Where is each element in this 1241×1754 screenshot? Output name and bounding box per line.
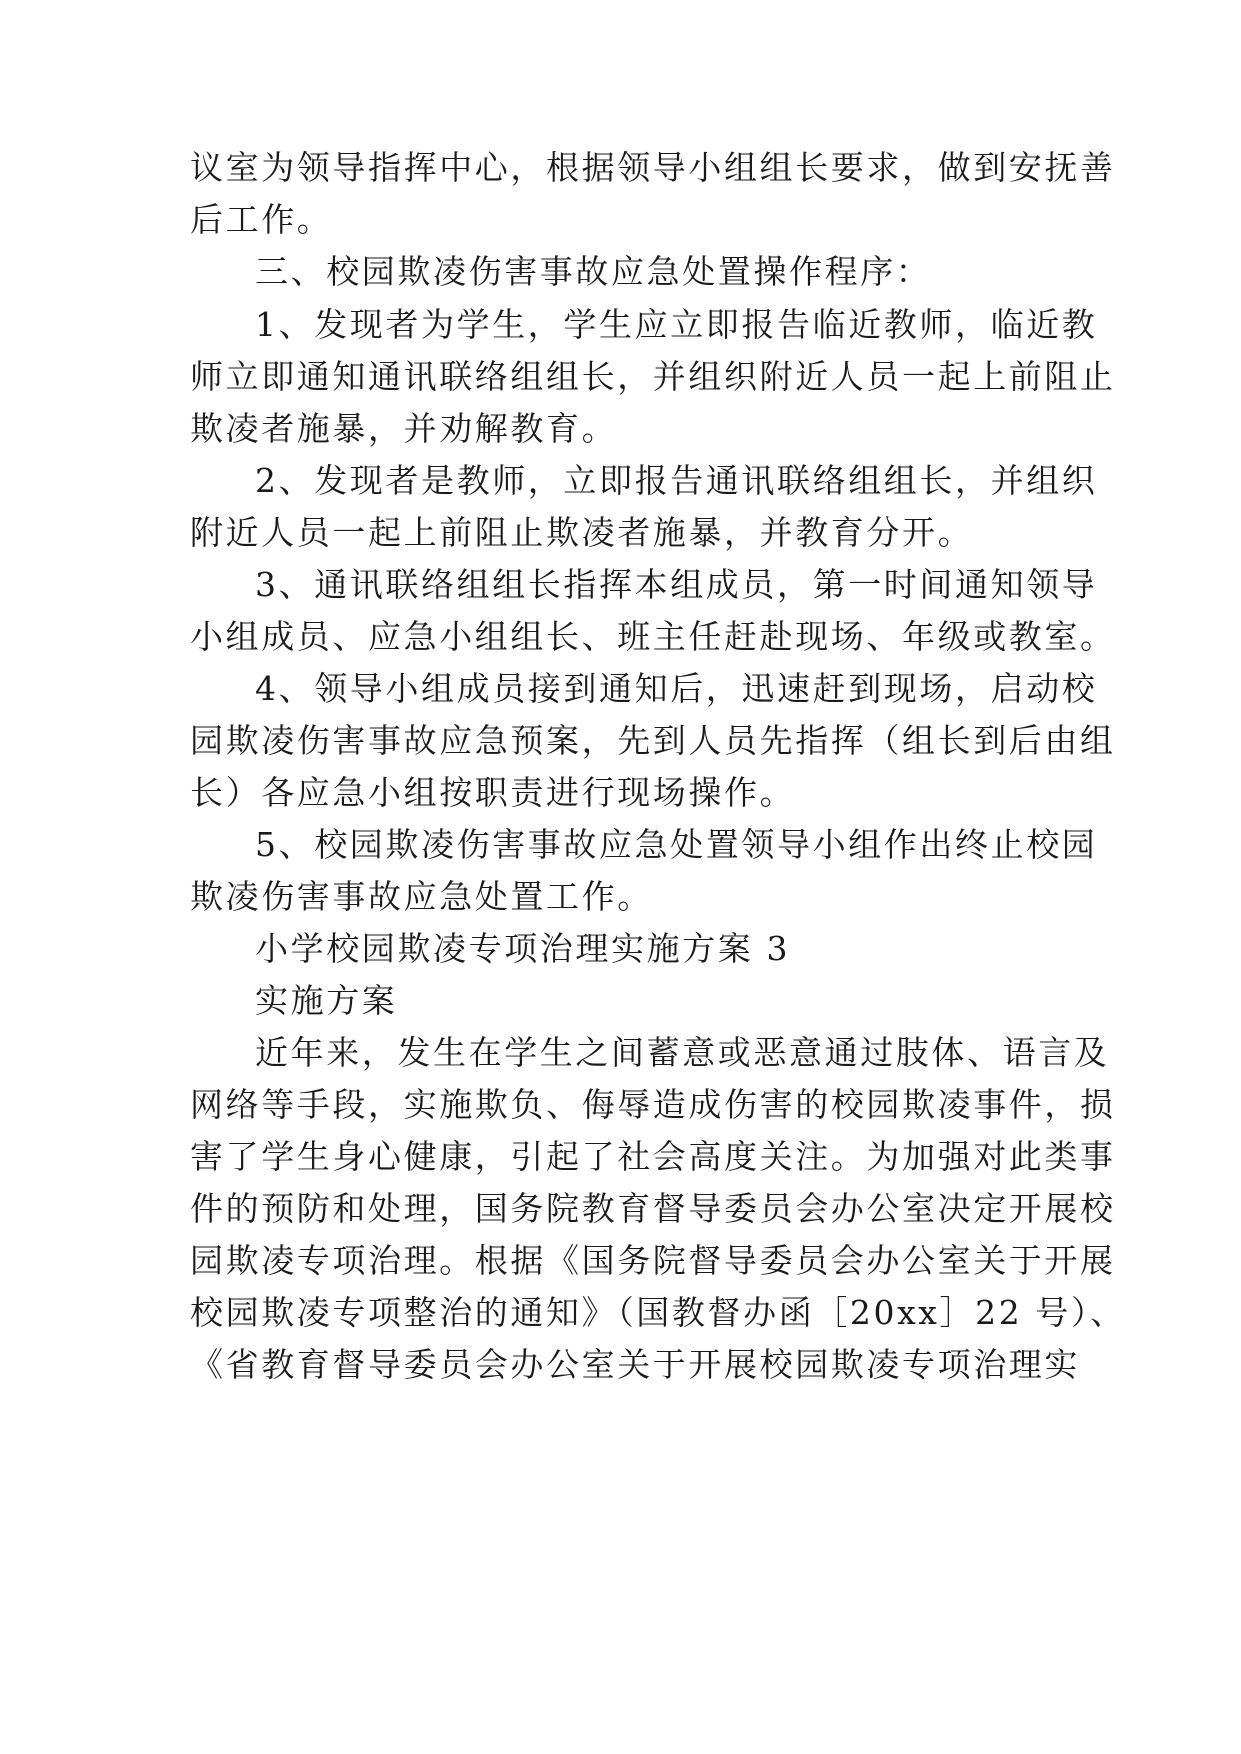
text-line: 害了学生身心健康，引起了社会高度关注。为加强对此类事 <box>190 1137 1116 1176</box>
text-line: 近年来，发生在学生之间蓄意或恶意通过肢体、语言及 <box>255 1033 1110 1072</box>
text-line: 小组成员、应急小组组长、班主任赶赴现场、年级或教室。 <box>190 617 1116 656</box>
text-line: 附近人员一起上前阻止欺凌者施暴，并教育分开。 <box>190 513 974 552</box>
text-line: 网络等手段，实施欺负、侮辱造成伤害的校园欺凌事件，损 <box>190 1085 1116 1124</box>
document-title: 小学校园欺凌专项治理实施方案 3 <box>255 929 791 968</box>
text-line: 1、发现者为学生，学生应立即报告临近教师，临近教 <box>255 305 1098 344</box>
text-line: 后工作。 <box>190 200 333 239</box>
text-line: 园欺凌伤害事故应急预案，先到人员先指挥（组长到后由组 <box>190 721 1116 760</box>
text-line: 《省教育督导委员会办公室关于开展校园欺凌专项治理实 <box>190 1345 1080 1384</box>
text-line: 师立即通知通讯联络组组长，并组织附近人员一起上前阻止 <box>190 357 1116 396</box>
text-line: 5、校园欺凌伤害事故应急处置领导小组作出终止校园 <box>255 825 1098 864</box>
section-heading: 三、校园欺凌伤害事故应急处置操作程序： <box>255 252 932 291</box>
text-line: 欺凌者施暴，并劝解教育。 <box>190 409 618 448</box>
text-line: 2、发现者是教师，立即报告通讯联络组组长，并组织 <box>255 461 1098 500</box>
text-line: 3、通讯联络组组长指挥本组成员，第一时间通知领导 <box>255 565 1098 604</box>
document-subtitle: 实施方案 <box>255 981 398 1020</box>
text-line: 4、领导小组成员接到通知后，迅速赶到现场，启动校 <box>255 669 1098 708</box>
text-line: 欺凌伤害事故应急处置工作。 <box>190 877 653 916</box>
text-line: 校园欺凌专项整治的通知》（国教督办函［20xx］22 号）、 <box>190 1293 1126 1332</box>
text-line: 件的预防和处理，国务院教育督导委员会办公室决定开展校 <box>190 1189 1116 1228</box>
text-line: 园欺凌专项治理。根据《国务院督导委员会办公室关于开展 <box>190 1241 1116 1280</box>
text-line: 长）各应急小组按职责进行现场操作。 <box>190 773 796 812</box>
text-line: 议室为领导指挥中心，根据领导小组组长要求，做到安抚善 <box>190 148 1116 187</box>
